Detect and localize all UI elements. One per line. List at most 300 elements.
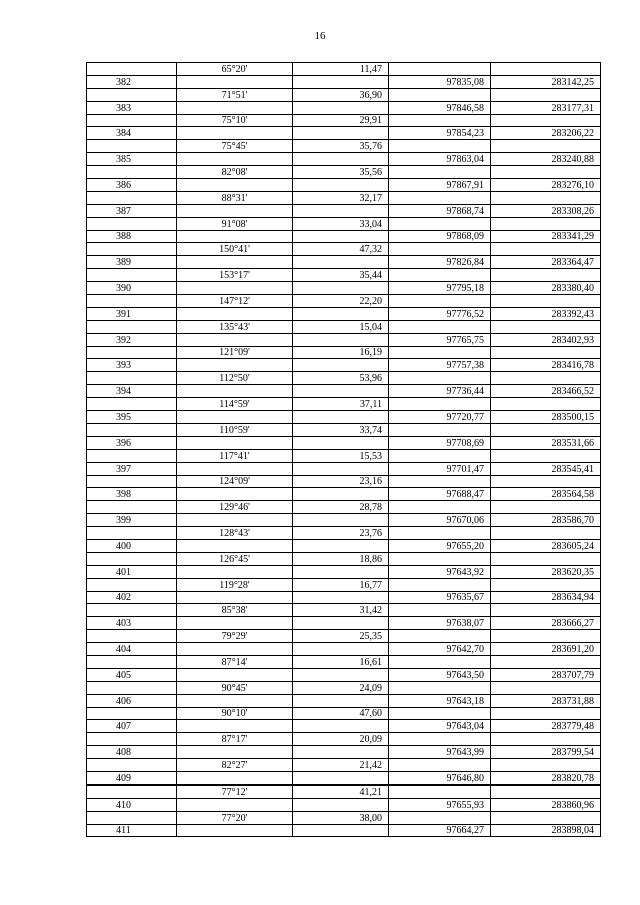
x-coordinate-cell: 97835,08 (389, 75, 491, 88)
angle-cell: 117°41' (177, 449, 293, 462)
x-coordinate-cell (389, 733, 491, 746)
table-row (87, 269, 601, 282)
point-number-cell (87, 320, 177, 333)
length-cell (293, 462, 389, 475)
angle-cell (177, 127, 293, 140)
table-row (87, 140, 601, 153)
point-number-cell: 395 (87, 411, 177, 424)
table-row (87, 539, 601, 552)
angle-cell: 128°43' (177, 527, 293, 540)
y-coordinate-cell (491, 295, 601, 308)
x-coordinate-cell: 97846,58 (389, 101, 491, 114)
x-coordinate-cell (389, 578, 491, 591)
y-coordinate-cell (491, 243, 601, 256)
y-coordinate-cell: 283586,70 (491, 514, 601, 527)
point-number-cell: 401 (87, 565, 177, 578)
angle-cell (177, 359, 293, 372)
angle-cell (177, 591, 293, 604)
length-cell: 35,56 (293, 166, 389, 179)
point-number-cell: 385 (87, 153, 177, 166)
point-number-cell (87, 398, 177, 411)
x-coordinate-cell (389, 191, 491, 204)
table-row (87, 166, 601, 179)
length-cell (293, 668, 389, 681)
length-cell (293, 359, 389, 372)
x-coordinate-cell: 97688,47 (389, 488, 491, 501)
length-cell (293, 411, 389, 424)
length-cell (293, 153, 389, 166)
y-coordinate-cell: 283500,15 (491, 411, 601, 424)
length-cell: 37,11 (293, 398, 389, 411)
length-cell: 36,90 (293, 88, 389, 101)
angle-cell: 82°27' (177, 759, 293, 772)
y-coordinate-cell (491, 372, 601, 385)
y-coordinate-cell (491, 707, 601, 720)
x-coordinate-cell: 97795,18 (389, 282, 491, 295)
length-cell: 16,61 (293, 655, 389, 668)
angle-cell (177, 204, 293, 217)
point-number-cell: 389 (87, 256, 177, 269)
angle-cell (177, 462, 293, 475)
x-coordinate-cell (389, 501, 491, 514)
length-cell (293, 204, 389, 217)
length-cell: 11,47 (293, 63, 389, 76)
angle-cell (177, 746, 293, 759)
y-coordinate-cell (491, 630, 601, 643)
table-row (87, 423, 601, 436)
table-row (87, 320, 601, 333)
x-coordinate-cell: 97708,69 (389, 436, 491, 449)
x-coordinate-cell: 97736,44 (389, 385, 491, 398)
x-coordinate-cell: 97646,80 (389, 771, 491, 784)
x-coordinate-cell: 97643,92 (389, 565, 491, 578)
length-cell: 31,42 (293, 604, 389, 617)
x-coordinate-cell: 97765,75 (389, 333, 491, 346)
angle-cell: 79°29' (177, 630, 293, 643)
table-row (87, 204, 601, 217)
x-coordinate-cell: 97655,93 (389, 798, 491, 811)
x-coordinate-cell: 97868,74 (389, 204, 491, 217)
y-coordinate-cell: 283860,96 (491, 798, 601, 811)
point-number-cell (87, 114, 177, 127)
y-coordinate-cell: 283276,10 (491, 179, 601, 192)
table-row (87, 398, 601, 411)
table-row (87, 217, 601, 230)
y-coordinate-cell (491, 398, 601, 411)
point-number-cell (87, 217, 177, 230)
angle-cell: 87°14' (177, 655, 293, 668)
angle-cell (177, 617, 293, 630)
angle-cell (177, 488, 293, 501)
length-cell: 38,00 (293, 811, 389, 824)
angle-cell (177, 565, 293, 578)
table-row (87, 720, 601, 733)
angle-cell: 82°08' (177, 166, 293, 179)
angle-cell (177, 230, 293, 243)
x-coordinate-cell (389, 269, 491, 282)
length-cell: 41,21 (293, 785, 389, 798)
angle-cell: 153°17' (177, 269, 293, 282)
angle-cell: 87°17' (177, 733, 293, 746)
table-row (87, 411, 601, 424)
angle-cell: 90°10' (177, 707, 293, 720)
table-row (87, 372, 601, 385)
angle-cell: 150°41' (177, 243, 293, 256)
y-coordinate-cell: 283240,88 (491, 153, 601, 166)
angle-cell (177, 436, 293, 449)
length-cell: 16,19 (293, 346, 389, 359)
coordinates-table (86, 62, 601, 837)
y-coordinate-cell (491, 63, 601, 76)
point-number-cell: 411 (87, 824, 177, 837)
x-coordinate-cell: 97776,52 (389, 307, 491, 320)
x-coordinate-cell: 97701,47 (389, 462, 491, 475)
x-coordinate-cell (389, 140, 491, 153)
length-cell (293, 127, 389, 140)
length-cell: 16,77 (293, 578, 389, 591)
length-cell (293, 436, 389, 449)
length-cell: 53,96 (293, 372, 389, 385)
table-row (87, 346, 601, 359)
angle-cell: 91°08' (177, 217, 293, 230)
length-cell: 18,86 (293, 552, 389, 565)
point-number-cell: 382 (87, 75, 177, 88)
y-coordinate-cell (491, 269, 601, 282)
length-cell (293, 230, 389, 243)
y-coordinate-cell (491, 655, 601, 668)
angle-cell: 147°12' (177, 295, 293, 308)
y-coordinate-cell: 283308,26 (491, 204, 601, 217)
table-row (87, 179, 601, 192)
angle-cell: 77°20' (177, 811, 293, 824)
y-coordinate-cell: 283416,78 (491, 359, 601, 372)
x-coordinate-cell: 97670,06 (389, 514, 491, 527)
table-row (87, 681, 601, 694)
table-row (87, 759, 601, 772)
angle-cell (177, 514, 293, 527)
table-row (87, 127, 601, 140)
length-cell: 47,32 (293, 243, 389, 256)
x-coordinate-cell: 97638,07 (389, 617, 491, 630)
point-number-cell (87, 346, 177, 359)
table-row (87, 707, 601, 720)
x-coordinate-cell (389, 372, 491, 385)
angle-cell: 75°10' (177, 114, 293, 127)
table-row (87, 75, 601, 88)
length-cell (293, 282, 389, 295)
point-number-cell: 391 (87, 307, 177, 320)
y-coordinate-cell: 283799,54 (491, 746, 601, 759)
page-number: 16 (314, 30, 326, 42)
point-number-cell: 396 (87, 436, 177, 449)
table-row (87, 359, 601, 372)
y-coordinate-cell: 283666,27 (491, 617, 601, 630)
angle-cell: 90°45' (177, 681, 293, 694)
table-row (87, 462, 601, 475)
angle-cell: 85°38' (177, 604, 293, 617)
y-coordinate-cell (491, 501, 601, 514)
point-number-cell (87, 140, 177, 153)
y-coordinate-cell (491, 217, 601, 230)
x-coordinate-cell (389, 681, 491, 694)
table-row (87, 746, 601, 759)
y-coordinate-cell: 283392,43 (491, 307, 601, 320)
y-coordinate-cell: 283177,31 (491, 101, 601, 114)
table-row (87, 63, 601, 76)
x-coordinate-cell (389, 811, 491, 824)
table-row (87, 295, 601, 308)
length-cell: 24,09 (293, 681, 389, 694)
table-row (87, 153, 601, 166)
point-number-cell: 402 (87, 591, 177, 604)
point-number-cell (87, 269, 177, 282)
length-cell (293, 75, 389, 88)
point-number-cell (87, 63, 177, 76)
table-row (87, 811, 601, 824)
angle-cell (177, 153, 293, 166)
x-coordinate-cell (389, 63, 491, 76)
angle-cell (177, 282, 293, 295)
y-coordinate-cell: 283731,88 (491, 694, 601, 707)
point-number-cell: 406 (87, 694, 177, 707)
y-coordinate-cell: 283531,66 (491, 436, 601, 449)
point-number-cell (87, 759, 177, 772)
angle-cell: 119°28' (177, 578, 293, 591)
x-coordinate-cell (389, 114, 491, 127)
table-row (87, 488, 601, 501)
length-cell (293, 824, 389, 837)
y-coordinate-cell (491, 88, 601, 101)
length-cell: 47,60 (293, 707, 389, 720)
point-number-cell (87, 630, 177, 643)
point-number-cell (87, 501, 177, 514)
y-coordinate-cell: 283779,48 (491, 720, 601, 733)
table-row (87, 643, 601, 656)
point-number-cell (87, 681, 177, 694)
length-cell (293, 256, 389, 269)
x-coordinate-cell: 97642,70 (389, 643, 491, 656)
point-number-cell: 405 (87, 668, 177, 681)
table-row (87, 307, 601, 320)
point-number-cell (87, 733, 177, 746)
point-number-cell: 410 (87, 798, 177, 811)
x-coordinate-cell: 97868,09 (389, 230, 491, 243)
y-coordinate-cell: 283691,20 (491, 643, 601, 656)
angle-cell (177, 75, 293, 88)
angle-cell (177, 798, 293, 811)
length-cell (293, 307, 389, 320)
point-number-cell (87, 449, 177, 462)
angle-cell: 77°12' (177, 785, 293, 798)
table-row (87, 282, 601, 295)
y-coordinate-cell (491, 578, 601, 591)
y-coordinate-cell: 283142,25 (491, 75, 601, 88)
x-coordinate-cell: 97643,99 (389, 746, 491, 759)
point-number-cell (87, 811, 177, 824)
table-body (87, 63, 601, 837)
y-coordinate-cell: 283605,24 (491, 539, 601, 552)
table-row (87, 604, 601, 617)
x-coordinate-cell: 97867,91 (389, 179, 491, 192)
x-coordinate-cell (389, 398, 491, 411)
table-row (87, 552, 601, 565)
x-coordinate-cell: 97720,77 (389, 411, 491, 424)
x-coordinate-cell: 97635,67 (389, 591, 491, 604)
x-coordinate-cell: 97643,50 (389, 668, 491, 681)
x-coordinate-cell (389, 785, 491, 798)
angle-cell (177, 771, 293, 784)
table-row (87, 256, 601, 269)
angle-cell (177, 694, 293, 707)
table-row (87, 694, 601, 707)
y-coordinate-cell: 283466,52 (491, 385, 601, 398)
length-cell: 25,35 (293, 630, 389, 643)
point-number-cell (87, 527, 177, 540)
point-number-cell: 386 (87, 179, 177, 192)
angle-cell (177, 385, 293, 398)
table-row (87, 733, 601, 746)
x-coordinate-cell (389, 166, 491, 179)
length-cell (293, 720, 389, 733)
length-cell: 32,17 (293, 191, 389, 204)
table-row (87, 630, 601, 643)
table-row (87, 243, 601, 256)
y-coordinate-cell (491, 604, 601, 617)
table-row (87, 449, 601, 462)
angle-cell: 112°50' (177, 372, 293, 385)
x-coordinate-cell: 97854,23 (389, 127, 491, 140)
y-coordinate-cell (491, 320, 601, 333)
table-row (87, 230, 601, 243)
length-cell (293, 179, 389, 192)
table-row (87, 475, 601, 488)
y-coordinate-cell: 283380,40 (491, 282, 601, 295)
point-number-cell: 403 (87, 617, 177, 630)
x-coordinate-cell (389, 295, 491, 308)
length-cell (293, 539, 389, 552)
x-coordinate-cell (389, 655, 491, 668)
length-cell (293, 694, 389, 707)
length-cell (293, 798, 389, 811)
point-number-cell: 400 (87, 539, 177, 552)
table-row (87, 514, 601, 527)
angle-cell (177, 720, 293, 733)
point-number-cell (87, 372, 177, 385)
angle-cell: 75°45' (177, 140, 293, 153)
x-coordinate-cell: 97664,27 (389, 824, 491, 837)
point-number-cell: 387 (87, 204, 177, 217)
angle-cell: 126°45' (177, 552, 293, 565)
y-coordinate-cell: 283564,58 (491, 488, 601, 501)
angle-cell: 135°43' (177, 320, 293, 333)
angle-cell: 124°09' (177, 475, 293, 488)
point-number-cell: 404 (87, 643, 177, 656)
table-row (87, 565, 601, 578)
point-number-cell (87, 552, 177, 565)
angle-cell (177, 539, 293, 552)
length-cell: 28,78 (293, 501, 389, 514)
point-number-cell (87, 295, 177, 308)
point-number-cell: 407 (87, 720, 177, 733)
point-number-cell (87, 707, 177, 720)
angle-cell (177, 411, 293, 424)
length-cell: 33,74 (293, 423, 389, 436)
y-coordinate-cell (491, 166, 601, 179)
x-coordinate-cell: 97757,38 (389, 359, 491, 372)
y-coordinate-cell (491, 140, 601, 153)
table-row (87, 668, 601, 681)
table-row (87, 591, 601, 604)
y-coordinate-cell: 283364,47 (491, 256, 601, 269)
length-cell: 20,09 (293, 733, 389, 746)
length-cell (293, 514, 389, 527)
y-coordinate-cell (491, 346, 601, 359)
length-cell: 33,04 (293, 217, 389, 230)
y-coordinate-cell: 283545,41 (491, 462, 601, 475)
table-row (87, 191, 601, 204)
y-coordinate-cell (491, 552, 601, 565)
x-coordinate-cell (389, 759, 491, 772)
table-row (87, 785, 601, 798)
length-cell: 29,91 (293, 114, 389, 127)
table-row (87, 101, 601, 114)
point-number-cell: 394 (87, 385, 177, 398)
y-coordinate-cell (491, 191, 601, 204)
x-coordinate-cell: 97863,04 (389, 153, 491, 166)
table-row (87, 88, 601, 101)
angle-cell: 71°51' (177, 88, 293, 101)
length-cell: 22,20 (293, 295, 389, 308)
point-number-cell (87, 604, 177, 617)
point-number-cell (87, 578, 177, 591)
y-coordinate-cell: 283341,29 (491, 230, 601, 243)
angle-cell (177, 824, 293, 837)
point-number-cell (87, 475, 177, 488)
table-row (87, 771, 601, 784)
length-cell (293, 746, 389, 759)
length-cell (293, 385, 389, 398)
point-number-cell (87, 785, 177, 798)
length-cell (293, 101, 389, 114)
point-number-cell: 384 (87, 127, 177, 140)
angle-cell: 110°59' (177, 423, 293, 436)
angle-cell (177, 179, 293, 192)
x-coordinate-cell: 97826,84 (389, 256, 491, 269)
point-number-cell (87, 166, 177, 179)
y-coordinate-cell (491, 733, 601, 746)
point-number-cell: 398 (87, 488, 177, 501)
angle-cell (177, 101, 293, 114)
point-number-cell: 392 (87, 333, 177, 346)
table-row (87, 527, 601, 540)
y-coordinate-cell: 283206,22 (491, 127, 601, 140)
length-cell (293, 565, 389, 578)
length-cell: 21,42 (293, 759, 389, 772)
point-number-cell: 388 (87, 230, 177, 243)
length-cell (293, 591, 389, 604)
y-coordinate-cell (491, 811, 601, 824)
table-row (87, 114, 601, 127)
point-number-cell (87, 88, 177, 101)
table-row (87, 824, 601, 837)
length-cell (293, 333, 389, 346)
x-coordinate-cell: 97643,04 (389, 720, 491, 733)
table-row (87, 798, 601, 811)
x-coordinate-cell (389, 604, 491, 617)
point-number-cell: 393 (87, 359, 177, 372)
point-number-cell: 399 (87, 514, 177, 527)
table-row (87, 501, 601, 514)
